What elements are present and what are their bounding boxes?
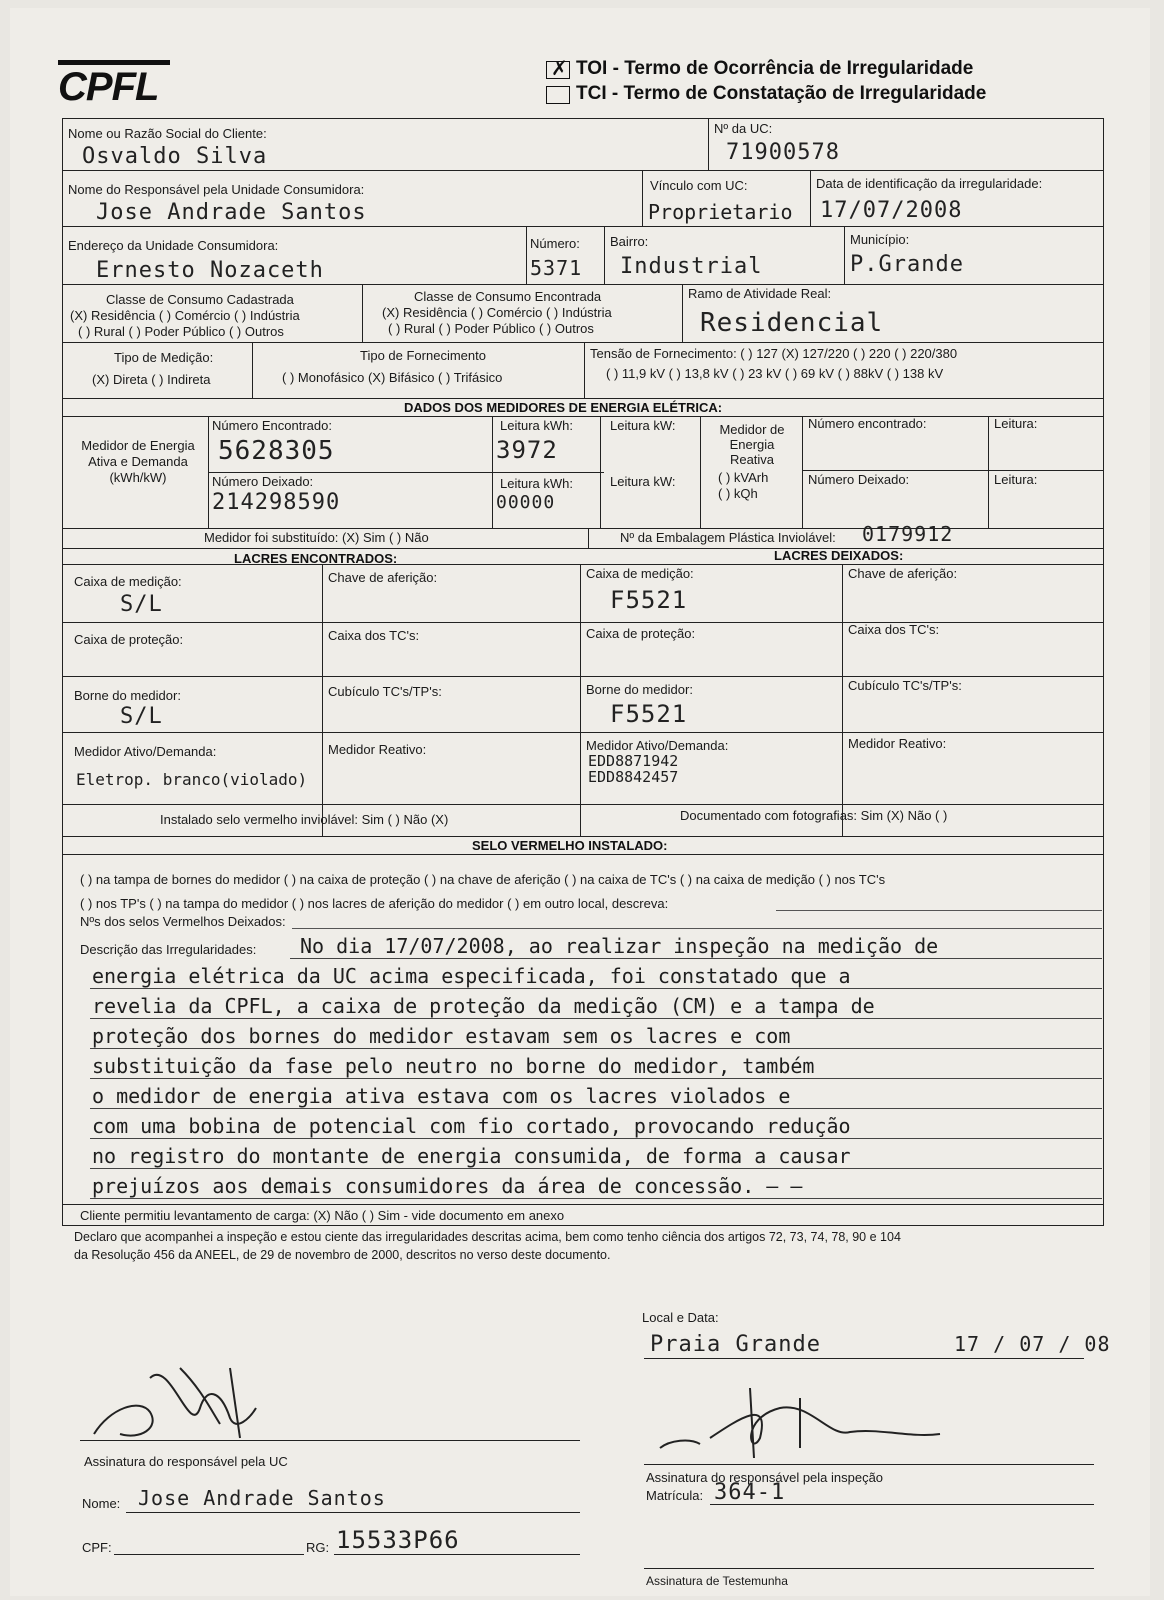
- leitura-kw2-label: Leitura kW:: [610, 474, 676, 489]
- borne-deix-value: F5521: [610, 700, 688, 728]
- classe-encontrada-line1[interactable]: (X) Residência ( ) Comércio ( ) Indústria: [382, 305, 612, 320]
- cubiculo-deix-label: Cubículo TC's/TP's:: [848, 678, 962, 693]
- numero-value: 5371: [530, 256, 583, 280]
- caixa-protecao-enc-label: Caixa de proteção:: [74, 632, 184, 647]
- descricao-line-4: proteção dos bornes do medidor estavam sem os lacres e com: [92, 1024, 791, 1048]
- signature-uc: [80, 1348, 320, 1458]
- rg-label: RG:: [306, 1540, 330, 1555]
- responsavel-label: Nome do Responsável pela Unidade Consumidora:: [68, 182, 365, 197]
- form-page: [10, 8, 1150, 1596]
- leitura-kwh-value: 3972: [496, 436, 558, 464]
- selo-title: SELO VERMELHO INSTALADO:: [472, 838, 668, 853]
- fornecimento-label: Tipo de Fornecimento: [360, 348, 486, 363]
- num-deixado-label: Número Deixado:: [212, 474, 314, 489]
- data-ident-label: Data de identificação da irregularidade:: [816, 176, 1043, 191]
- medidor-reativo-deix-label: Medidor Reativo:: [848, 736, 947, 751]
- classe-cadastrada-line1[interactable]: (X) Residência ( ) Comércio ( ) Indústria: [70, 308, 300, 323]
- data-value: 17 / 07 / 08: [954, 1332, 1111, 1356]
- local-value: Praia Grande: [650, 1332, 821, 1357]
- caixa-medicao-deix-value: F5521: [610, 586, 688, 614]
- num-encontrado-label: Número Encontrado:: [212, 418, 332, 433]
- num-encontrado-value: 5628305: [218, 436, 335, 466]
- tensao-line2[interactable]: ( ) 11,9 kV ( ) 13,8 kV ( ) 23 kV ( ) 69 kV ( ) 88kV ( ) 138 kV: [606, 366, 944, 381]
- client-name-label: Nome ou Razão Social do Cliente:: [68, 126, 267, 141]
- substituido-field[interactable]: Medidor foi substituído: (X) Sim ( ) Não: [204, 530, 429, 545]
- nome-value: Jose Andrade Santos: [138, 1486, 386, 1510]
- matricula-label: Matrícula:: [646, 1488, 704, 1503]
- ramo-label: Ramo de Atividade Real:: [688, 286, 832, 301]
- selo-numeros-label: Nºs dos selos Vermelhos Deixados:: [80, 914, 286, 929]
- descricao-line-8: no registro do montante de energia consumida, de forma a causar: [92, 1144, 851, 1168]
- caixa-medicao-enc-label: Caixa de medição:: [74, 574, 182, 589]
- medidor-ativo-enc-value: Eletrop. branco(violado): [76, 770, 308, 789]
- toi-option[interactable]: ✗ TOI - Termo de Ocorrência de Irregularidade: [546, 58, 973, 80]
- cpf-label: CPF:: [82, 1540, 112, 1555]
- descricao-line-9: prejuízos aos demais consumidores da área de concessão. — —: [92, 1174, 803, 1198]
- leitura-kwh2-label: Leitura kWh:: [500, 476, 573, 491]
- reativa-leitura2-label: Leitura:: [994, 472, 1038, 487]
- leitura-kwh2-value: 00000: [496, 492, 556, 513]
- classe-cadastrada-label: Classe de Consumo Cadastrada: [106, 292, 294, 307]
- embalagem-label: Nº da Embalagem Plástica Inviolável:: [620, 530, 836, 545]
- cubiculo-enc-label: Cubículo TC's/TP's:: [328, 684, 442, 699]
- classe-encontrada-line2[interactable]: ( ) Rural ( ) Poder Público ( ) Outros: [388, 321, 594, 336]
- uc-value: 71900578: [726, 140, 840, 165]
- endereco-label: Endereço da Unidade Consumidora:: [68, 238, 279, 253]
- tipo-medicao-options[interactable]: (X) Direta ( ) Indireta: [92, 372, 211, 387]
- borne-enc-value: S/L: [120, 704, 163, 729]
- borne-deix-label: Borne do medidor:: [586, 682, 693, 697]
- fotografias-field[interactable]: Documentado com fotografias: Sim (X) Não ( ): [680, 808, 948, 823]
- fornecimento-options[interactable]: ( ) Monofásico (X) Bifásico ( ) Trifásico: [282, 370, 503, 385]
- uc-label: Nº da UC:: [714, 121, 773, 136]
- medidor-ativo-deix-value-1: EDD8871942: [588, 752, 679, 770]
- descricao-line-6: o medidor de energia ativa estava com os lacres violados e: [92, 1084, 791, 1108]
- municipio-value: P.Grande: [850, 252, 964, 277]
- vinculo-label: Vínculo com UC:: [650, 178, 748, 193]
- leitura-kwh-label: Leitura kWh:: [500, 418, 573, 433]
- reativa-kvarh-option[interactable]: ( ) kVArh: [718, 470, 769, 485]
- caixa-medicao-enc-value: S/L: [120, 592, 163, 617]
- descricao-line-7: com uma bobina de potencial com fio cortado, provocando redução: [92, 1114, 851, 1138]
- tci-checkbox[interactable]: [546, 86, 570, 104]
- medidor-ativo-deix-value-2: EDD8842457: [588, 768, 679, 786]
- endereco-value: Ernesto Nozaceth: [96, 258, 324, 283]
- descricao-line-3: revelia da CPFL, a caixa de proteção da medição (CM) e a tampa de: [92, 994, 875, 1018]
- caixa-protecao-deix-label: Caixa de proteção:: [586, 626, 696, 641]
- reativa-num-deixado-label: Número Deixado:: [808, 472, 910, 487]
- lacres-encontrados-title: LACRES ENCONTRADOS:: [234, 551, 398, 566]
- reativa-leitura-label: Leitura:: [994, 416, 1038, 431]
- matricula-value: 364-1: [714, 1480, 786, 1505]
- responsavel-value: Jose Andrade Santos: [96, 200, 367, 225]
- signature-inspecao: [650, 1378, 950, 1468]
- caixa-tcs-deix-label: Caixa dos TC's:: [848, 622, 940, 637]
- tensao-line1[interactable]: Tensão de Fornecimento: ( ) 127 (X) 127/220 ( ) 220 ( ) 220/380: [590, 346, 958, 361]
- num-deixado-value: 214298590: [212, 490, 341, 515]
- rg-value: 15533P66: [336, 1526, 460, 1554]
- client-name-value: Osvaldo Silva: [82, 144, 268, 169]
- reativa-kqh-option[interactable]: ( ) kQh: [718, 486, 758, 501]
- declaracao-line1: Declaro que acompanhei a inspeção e estou ciente das irregularidades descritas acima, bem como tenho ciência dos artigos 72, 73, 74, 78, 90 e 104: [74, 1230, 901, 1244]
- testemunha-label: Assinatura de Testemunha: [646, 1574, 788, 1588]
- descricao-line-5: substituição da fase pelo neutro no borne do medidor, também: [92, 1054, 815, 1078]
- declaracao-line2: da Resolução 456 da ANEEL, de 29 de novembro de 2000, descritos no verso deste documento.: [74, 1248, 611, 1262]
- medidor-reativo-enc-label: Medidor Reativo:: [328, 742, 427, 757]
- vinculo-value: Proprietario: [648, 200, 793, 224]
- data-ident-value: 17/07/2008: [820, 198, 963, 223]
- classe-cadastrada-line2[interactable]: ( ) Rural ( ) Poder Público ( ) Outros: [78, 324, 284, 339]
- carga-field[interactable]: Cliente permitiu levantamento de carga: (X) Não ( ) Sim - vide documento em anexo: [80, 1208, 565, 1223]
- chave-afericao-deix-label: Chave de aferição:: [848, 566, 958, 581]
- nome-label: Nome:: [82, 1496, 121, 1511]
- assinatura-resp-uc-label: Assinatura do responsável pela UC: [84, 1454, 288, 1469]
- descricao-line-1: No dia 17/07/2008, ao realizar inspeção na medição de: [300, 934, 939, 958]
- tci-option[interactable]: TCI - Termo de Constatação de Irregularidade: [546, 83, 986, 105]
- chave-afericao-enc-label: Chave de aferição:: [328, 570, 438, 585]
- caixa-tcs-enc-label: Caixa dos TC's:: [328, 628, 420, 643]
- selo-instalado-field[interactable]: Instalado selo vermelho inviolável: Sim ( ) Não (X): [160, 812, 449, 827]
- medidores-title: DADOS DOS MEDIDORES DE ENERGIA ELÉTRICA:: [404, 400, 723, 415]
- numero-label: Número:: [530, 236, 580, 251]
- ramo-value: Residencial: [700, 308, 884, 338]
- reativa-num-encontrado-label: Número encontrado:: [808, 416, 927, 431]
- cpfl-logo: CPFL: [58, 60, 170, 107]
- descricao-label: Descrição das Irregularidades:: [80, 942, 257, 957]
- local-data-label: Local e Data:: [642, 1310, 719, 1325]
- assinatura-resp-insp-label: Assinatura do responsável pela inspeção: [646, 1470, 884, 1485]
- borne-enc-label: Borne do medidor:: [74, 688, 181, 703]
- medidor-ativo-deix-label: Medidor Ativo/Demanda:: [586, 738, 729, 753]
- selo-line2[interactable]: ( ) nos TP's ( ) na tampa do medidor ( ) nos lacres de aferição do medidor ( ) em outro local, descreva:: [80, 896, 669, 911]
- medidor-ativa-label: Medidor de Energia Ativa e Demanda (kWh/kW): [81, 438, 195, 485]
- bairro-label: Bairro:: [610, 234, 649, 249]
- bairro-value: Industrial: [620, 254, 763, 279]
- municipio-label: Município:: [850, 232, 910, 247]
- embalagem-value: 0179912: [862, 522, 954, 546]
- selo-line1[interactable]: ( ) na tampa de bornes do medidor ( ) na caixa de proteção ( ) na chave de aferição ( ) na caixa de TC's ( ) na caixa de medição ( ) nos TC's: [80, 872, 886, 887]
- toi-checkbox[interactable]: ✗: [546, 61, 570, 79]
- descricao-line-2: energia elétrica da UC acima especificada, foi constatado que a: [92, 964, 851, 988]
- medidor-ativo-enc-label: Medidor Ativo/Demanda:: [74, 744, 217, 759]
- reativa-label: Medidor de Energia Reativa: [719, 422, 785, 467]
- lacres-deixados-title: LACRES DEIXADOS:: [774, 548, 904, 563]
- classe-encontrada-label: Classe de Consumo Encontrada: [414, 289, 602, 304]
- tipo-medicao-label: Tipo de Medição:: [114, 350, 214, 365]
- leitura-kw-label: Leitura kW:: [610, 418, 676, 433]
- caixa-medicao-deix-label: Caixa de medição:: [586, 566, 694, 581]
